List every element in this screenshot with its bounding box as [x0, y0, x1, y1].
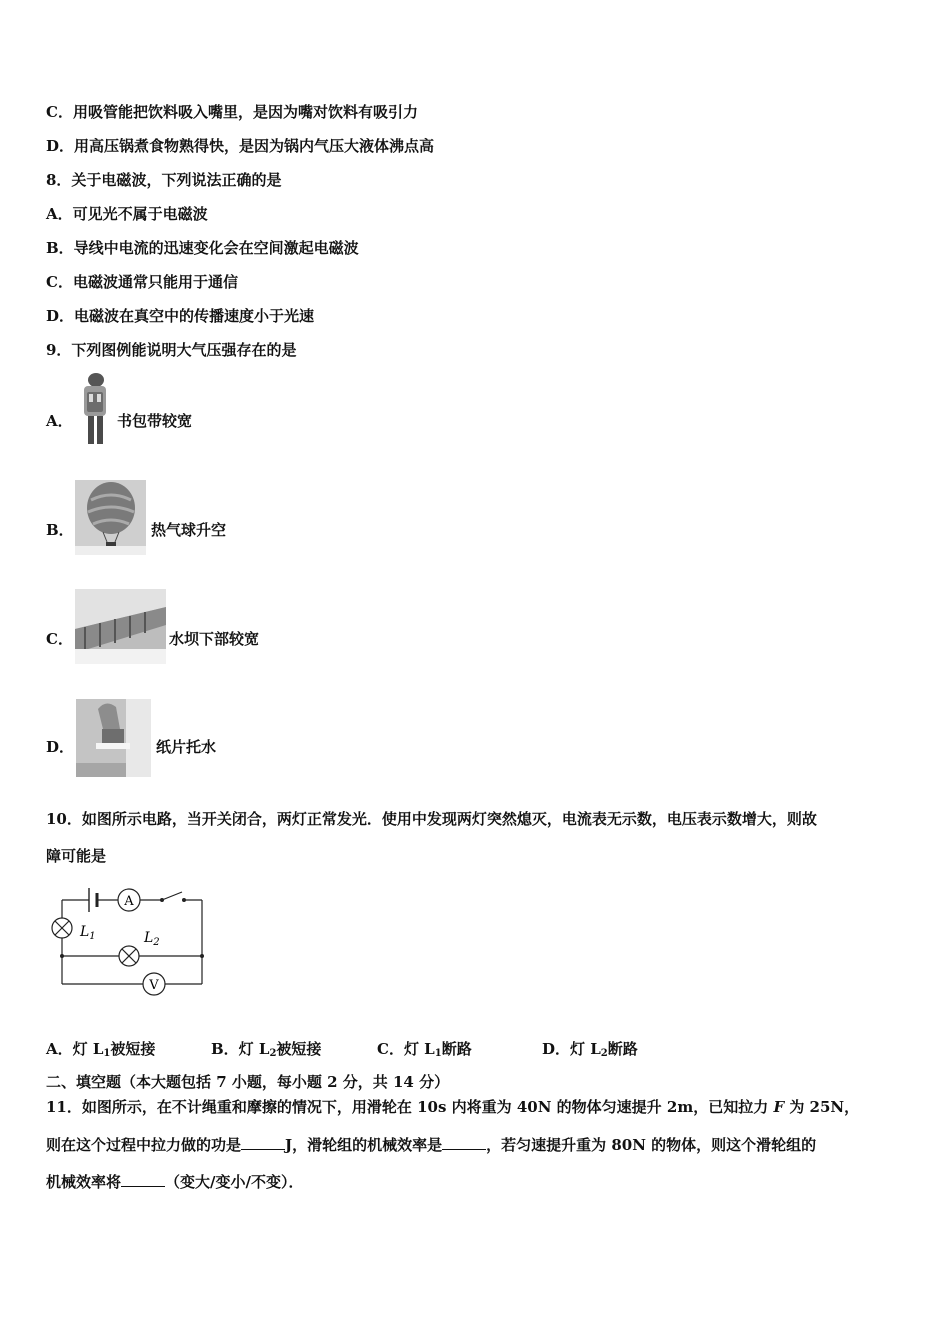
- q9-option-d-letter: D．: [46, 738, 75, 756]
- q8-option-d: D．电磁波在真空中的传播速度小于光速: [46, 307, 315, 325]
- q10-option-c: C．灯 $L_1$断路: [377, 1040, 472, 1059]
- q11-blank-2[interactable]: [442, 1135, 486, 1150]
- q7-option-c: C．用吸管能把饮料吸入嘴里，是因为嘴对饮料有吸引力: [46, 103, 418, 121]
- q10-option-d: D．灯 $L_2$断路: [542, 1040, 638, 1059]
- section2-heading: 二、填空题（本大题包括 7 小题，每小题 2 分，共 14 分）: [46, 1073, 450, 1091]
- circuit-diagram: [44, 880, 214, 1000]
- schoolbag-image: [76, 372, 112, 446]
- q9-option-a-caption: 书包带较宽: [117, 412, 193, 430]
- q9-option-b-caption: 热气球升空: [151, 521, 227, 539]
- q10-option-b: B．灯 $L_2$被短接: [211, 1040, 322, 1059]
- hot-air-balloon-image: [75, 480, 146, 555]
- q11-line2: 则在这个过程中拉力做的功是 J，滑轮组的机械效率是 ，若匀速提升重为 80N 的物体，则这个滑轮组的: [46, 1136, 817, 1154]
- q9-stem: 9．下列图例能说明大气压强存在的是: [46, 341, 297, 359]
- q11-blank-3[interactable]: [121, 1172, 165, 1187]
- q9-option-b-letter: B．: [46, 521, 74, 539]
- q11-line3: 机械效率将 （变大/变小/不变）．: [46, 1173, 304, 1191]
- q9-option-d-caption: 纸片托水: [156, 738, 217, 756]
- ammeter-label: A: [124, 894, 134, 909]
- q8-option-b: B．导线中电流的迅速变化会在空间激起电磁波: [46, 239, 359, 257]
- q7-option-d: D．用高压锅煮食物熟得快，是因为锅内气压大液体沸点高: [46, 137, 435, 155]
- q9-option-a-letter: A．: [46, 412, 73, 430]
- q8-stem: 8．关于电磁波，下列说法正确的是: [46, 171, 282, 189]
- dam-image: [75, 589, 166, 664]
- q9-option-c-letter: C．: [46, 630, 73, 648]
- q11-line1: 11．如图所示，在不计绳重和摩擦的情况下，用滑轮在 10s 内将重为 40N 的物体匀速提升 2m，已知拉力 F 为 25N，: [46, 1098, 860, 1116]
- q10-stem-line1: 10．如图所示电路，当开关闭合，两灯正常发光．使用中发现两灯突然熄灭，电流表无示数，电压表示数增大，则故: [46, 810, 817, 828]
- lamp1-label: $L_1$: [80, 924, 96, 942]
- q9-option-c-caption: 水坝下部较宽: [169, 630, 260, 648]
- lamp2-label: $L_2$: [144, 930, 160, 948]
- q11-blank-1[interactable]: [241, 1135, 285, 1150]
- q10-stem-line2: 障可能是: [46, 847, 107, 865]
- voltmeter-label: V: [149, 978, 159, 993]
- q8-option-c: C．电磁波通常只能用于通信: [46, 273, 238, 291]
- paper-holding-water-image: [76, 699, 151, 777]
- q8-option-a: A．可见光不属于电磁波: [46, 205, 208, 223]
- q10-option-a: A．灯 $L_1$被短接: [46, 1040, 156, 1059]
